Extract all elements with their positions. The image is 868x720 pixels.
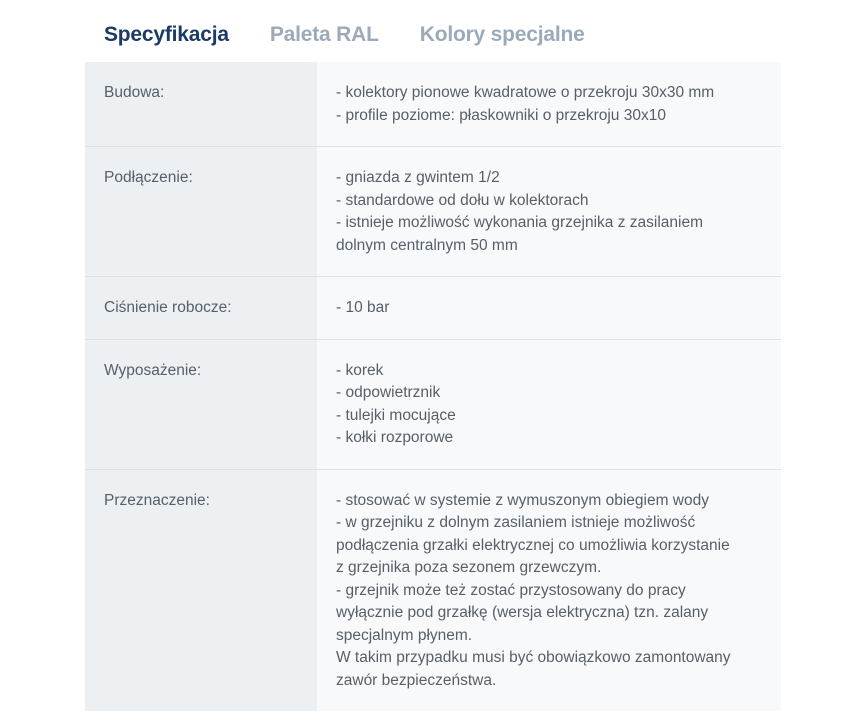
- tab-paleta-ral[interactable]: Paleta RAL: [269, 23, 379, 46]
- spec-value-line: - kolektory pionowe kwadratowe o przekroju 30x30 mm: [336, 84, 715, 101]
- spec-label: Wyposażenie:: [85, 340, 317, 469]
- spec-value-line: - grzejnik może też zostać przystosowany do pracy: [336, 581, 686, 599]
- spec-label: Przeznaczenie:: [85, 470, 317, 712]
- spec-row: [85, 340, 781, 470]
- spec-value: [317, 277, 781, 339]
- spec-value-line: W takim przypadku musi być obowiązkowo zamontowany: [336, 649, 731, 666]
- spec-value-line: zawór bezpieczeństwa.: [336, 671, 497, 689]
- spec-value: [317, 340, 781, 469]
- spec-label: Podłączenie:: [85, 147, 317, 276]
- spec-value-line: - gniazda z gwintem 1/2: [336, 169, 500, 186]
- spec-value-line: - profile poziome: płaskowniki o przekroju 30x10: [336, 106, 666, 124]
- spec-value: [317, 147, 781, 276]
- spec-value-line: - istnieje możliwość wykonania grzejnika z zasilaniem: [336, 214, 703, 231]
- spec-value-line: z grzejnika poza sezonem grzewczym.: [336, 559, 602, 576]
- spec-value-line: dolnym centralnym 50 mm: [336, 236, 518, 254]
- spec-value-line: - korek: [336, 361, 384, 379]
- spec-row: [85, 470, 781, 712]
- spec-row: [85, 147, 781, 277]
- spec-label: Ciśnienie robocze:: [85, 277, 317, 339]
- specification-table: [85, 62, 781, 711]
- spec-value: [317, 470, 781, 712]
- spec-value-line: - stosować w systemie z wymuszonym obiegiem wody: [336, 491, 709, 509]
- tab-bar: [104, 20, 626, 50]
- spec-value-line: - kołki rozporowe: [336, 429, 454, 446]
- spec-value-line: - tulejki mocujące: [336, 406, 456, 424]
- spec-value-line: - odpowietrznik: [336, 384, 441, 401]
- spec-row: [85, 62, 781, 147]
- spec-value-line: - w grzejniku z dolnym zasilaniem istnieje możliwość: [336, 514, 696, 531]
- spec-value-line: - 10 bar: [336, 299, 390, 316]
- spec-value-line: podłączenia grzałki elektrycznej co umożliwia korzystanie: [336, 536, 730, 554]
- tab-specyfikacja[interactable]: Specyfikacja: [104, 23, 229, 46]
- spec-value-line: wyłącznie pod grzałkę (wersja elektryczna) tzn. zalany: [336, 604, 709, 621]
- spec-label: Budowa:: [85, 62, 317, 146]
- spec-value: [317, 62, 781, 146]
- spec-row: [85, 277, 781, 340]
- spec-value-line: - standardowe od dołu w kolektorach: [336, 191, 589, 209]
- tab-kolory-specjalne[interactable]: Kolory specjalne: [419, 23, 585, 46]
- spec-value-line: specjalnym płynem.: [336, 626, 473, 644]
